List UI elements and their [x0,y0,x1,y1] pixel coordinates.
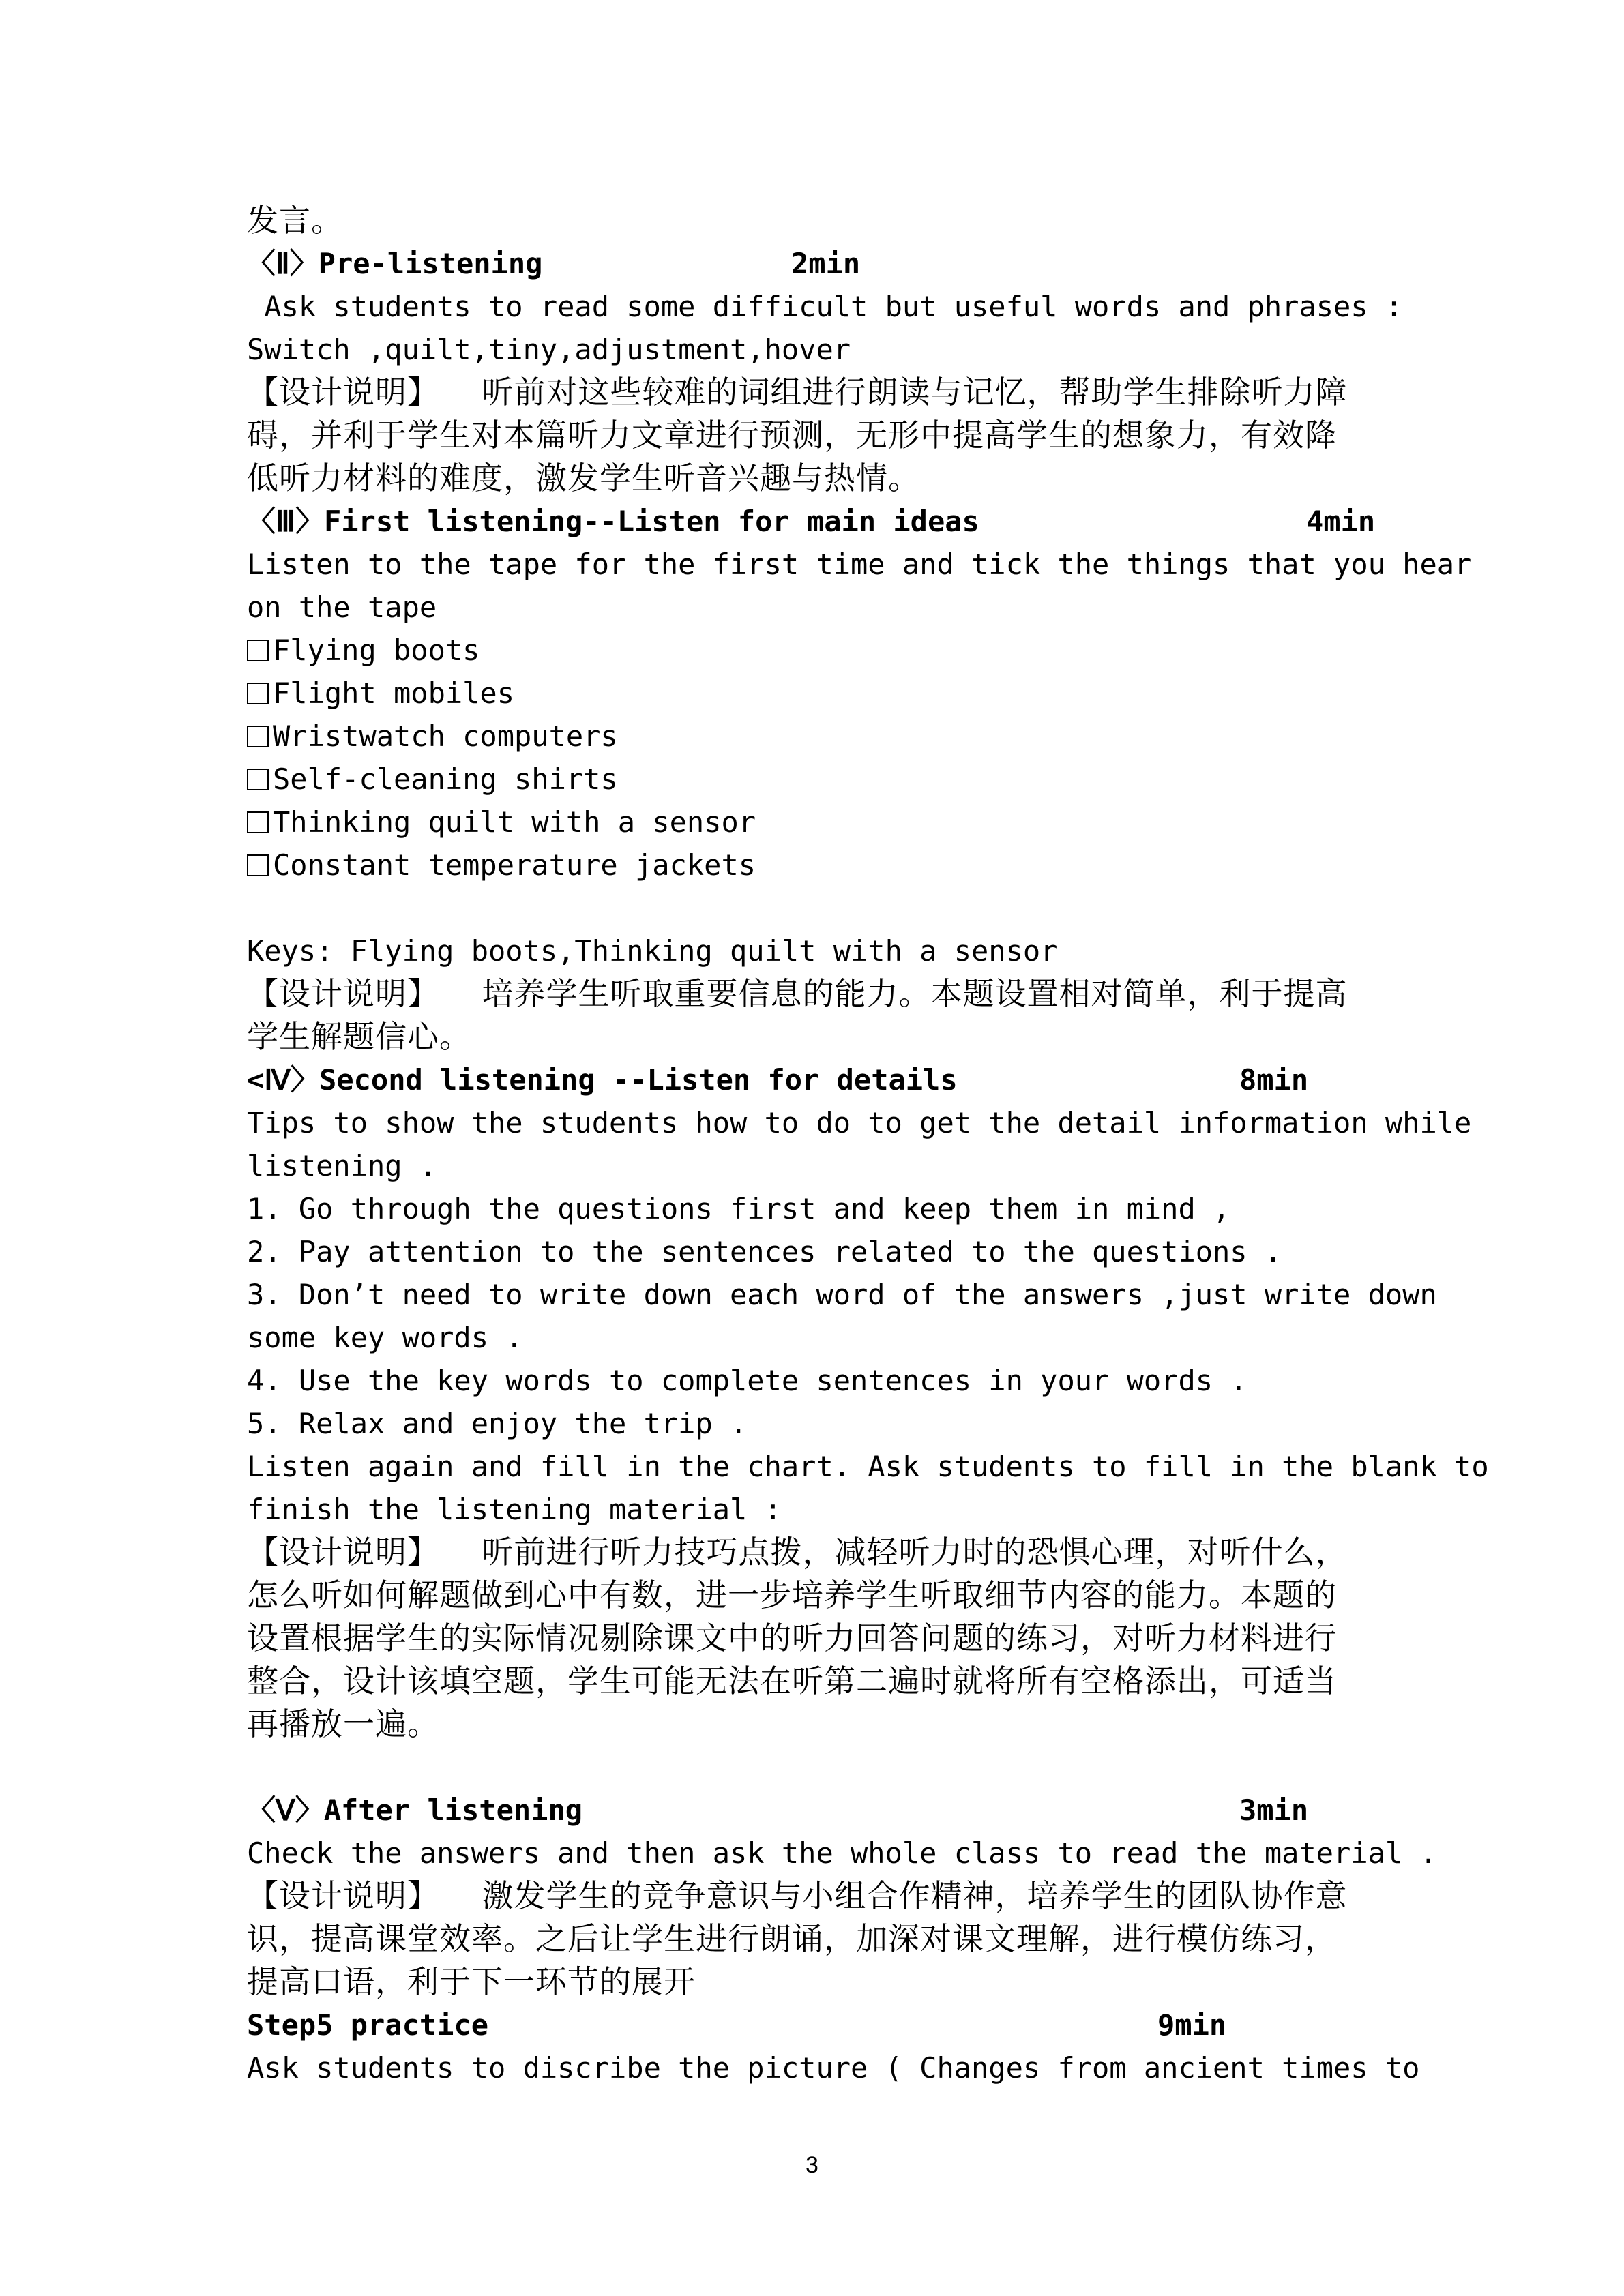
heading-duration: 3min [1239,1793,1309,1827]
text-line: finish the listening material : [247,1493,782,1526]
page-body [247,199,1489,2089]
text-line: Ask students to read some difficult but useful words and phrases : [247,290,1403,323]
checkbox-icon[interactable] [247,640,269,661]
design-note-line: 【设计说明】 听前对这些较难的词组进行朗读与记忆，帮助学生排除听力障 [247,374,1348,411]
spacer [247,1746,1393,1789]
answer-keys: Keys: Flying boots,Thinking quilt with a sensor [247,934,1058,968]
heading-label: Step5 practice [247,2008,489,2042]
checklist-item[interactable] [247,629,1393,672]
checklist-item-label: Self-cleaning shirts [273,762,618,796]
design-note-line: 学生解题信心。 [247,1018,471,1055]
checkbox-icon[interactable] [247,683,269,704]
checklist-item-label: Flight mobiles [273,676,515,710]
checklist-item[interactable] [247,715,1393,758]
section-heading-second-listening [247,1058,1393,1101]
design-note-line: 怎么听如何解题做到心中有数，进一步培养学生听取细节内容的能力。本题的 [247,1577,1337,1613]
tip-line: 3. Don’t need to write down each word of the answers ,just write down [247,1278,1437,1311]
text-line: Ask students to discribe the picture ( Changes from ancient times to [247,2051,1420,2085]
checklist-item-label: Flying boots [273,633,480,667]
tip-line: 1. Go through the questions first and keep them in mind , [247,1192,1230,1225]
design-note-line: 【设计说明】 激发学生的竞争意识与小组合作精神，培养学生的团队协作意 [247,1877,1348,1914]
page-number: 3 [806,2152,818,2178]
heading-label: 〈Ⅴ〉After listening [247,1793,583,1827]
design-note-line: 整合，设计该填空题，学生可能无法在听第二遍时就将所有空格添出，可适当 [247,1663,1337,1699]
text-line: Listen again and fill in the chart. Ask students to fill in the blank to [247,1450,1489,1483]
design-note-line: 再播放一遍。 [247,1705,439,1742]
checklist-item-label: Wristwatch computers [273,719,618,753]
heading-duration: 8min [1239,1063,1309,1097]
design-note-line: 【设计说明】 听前进行听力技巧点拨，减轻听力时的恐惧心理，对听什么， [247,1534,1348,1570]
design-note-line: 识，提高课堂效率。之后让学生进行朗诵，加深对课文理解，进行模仿练习， [247,1920,1337,1957]
text-line: listening . [247,1149,437,1182]
tip-line: some key words . [247,1321,523,1354]
checkbox-icon[interactable] [247,854,269,876]
heading-label: 〈Ⅲ〉First listening--Listen for main ideas [247,505,979,538]
heading-duration: 4min [1306,505,1376,538]
checkbox-icon[interactable] [247,769,269,790]
checklist-item[interactable] [247,758,1393,801]
spacer [247,886,1393,929]
heading-duration: 2min [791,247,861,280]
text-line: Listen to the tape for the first time and tick the things that you hear [247,548,1472,581]
section-heading-pre-listening [247,242,1393,285]
design-note-line: 低听力材料的难度，激发学生听音兴趣与热情。 [247,460,920,496]
checklist-item[interactable] [247,672,1393,715]
text-line: on the tape [247,591,437,624]
design-note-line: 碍，并利于学生对本篇听力文章进行预测，无形中提高学生的想象力，有效降 [247,417,1337,453]
heading-label: <Ⅳ〉Second listening --Listen for details [247,1063,958,1097]
heading-label: 〈Ⅱ〉Pre-listening [247,247,543,280]
text-line: Tips to show the students how to do to get the detail information while [247,1106,1472,1139]
checklist-item-label: Constant temperature jackets [273,848,756,882]
text-line: Switch ,quilt,tiny,adjustment,hover [247,333,851,366]
text-line: Check the answers and then ask the whole class to read the material . [247,1836,1437,1870]
design-note-line: 提高口语，利于下一环节的展开 [247,1963,696,2000]
design-note-line: 设置根据学生的实际情况剔除课文中的听力回答问题的练习，对听力材料进行 [247,1620,1337,1656]
design-note-line: 【设计说明】 培养学生听取重要信息的能力。本题设置相对简单，利于提高 [247,975,1348,1012]
section-heading-after-listening [247,1789,1393,1832]
checkbox-icon[interactable] [247,811,269,833]
heading-duration: 9min [1157,2008,1227,2042]
checklist-item[interactable] [247,844,1393,886]
tip-line: 5. Relax and enjoy the trip . [247,1407,748,1440]
section-heading-first-listening [247,500,1393,543]
text-line: 发言。 [247,202,343,239]
checklist-item[interactable] [247,801,1393,844]
tip-line: 2. Pay attention to the sentences related to the questions . [247,1235,1282,1268]
tip-line: 4. Use the key words to complete sentences in your words . [247,1364,1247,1397]
section-heading-practice [247,2003,1393,2046]
checklist-item-label: Thinking quilt with a sensor [273,805,756,839]
checkbox-icon[interactable] [247,726,269,747]
